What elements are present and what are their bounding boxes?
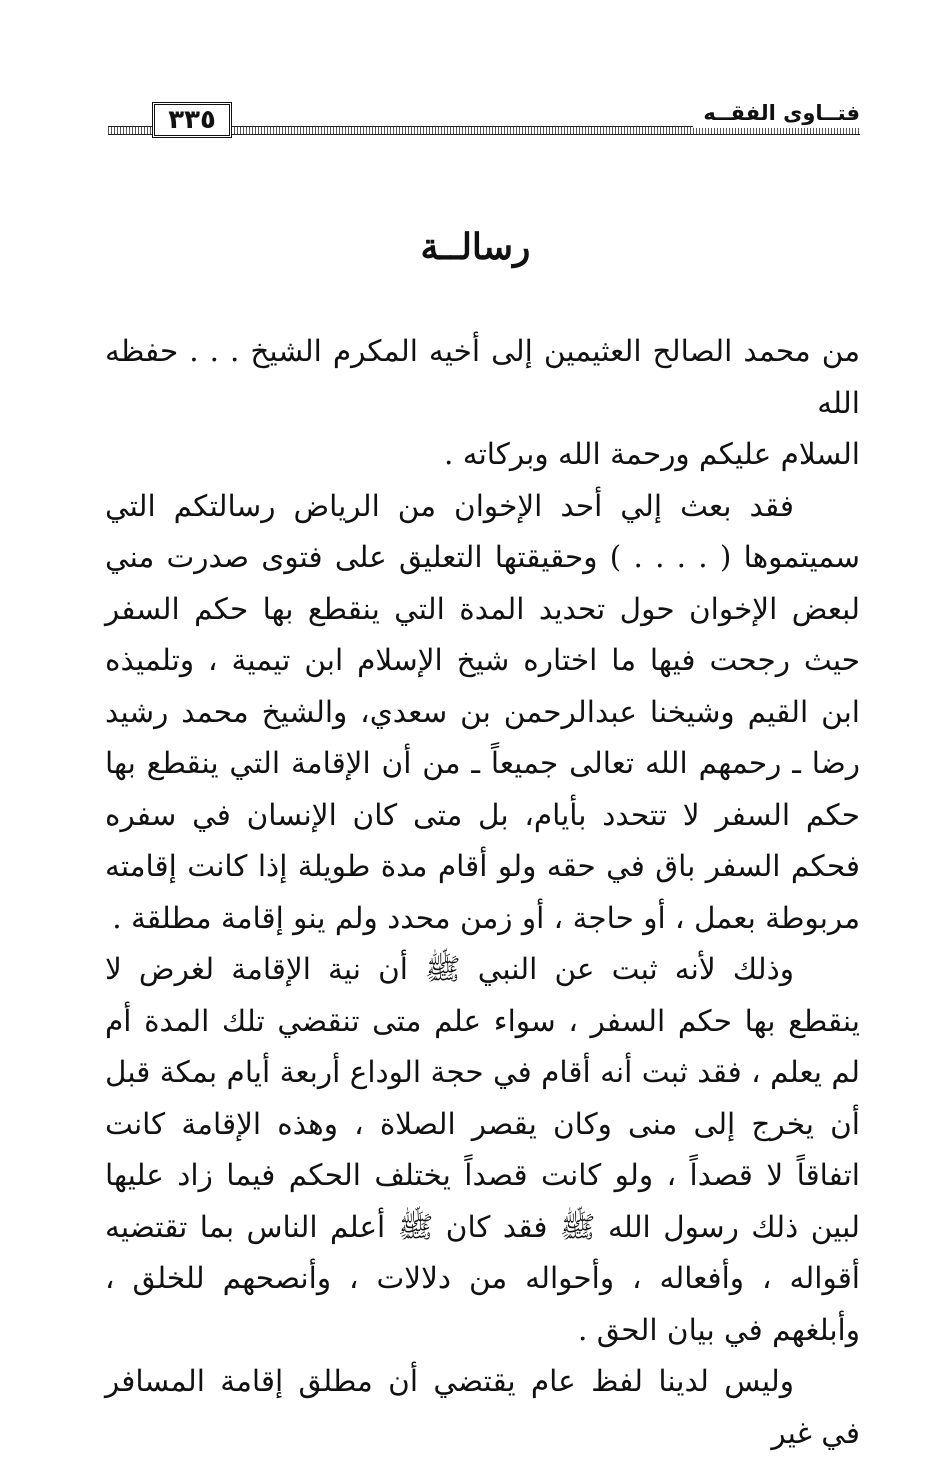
paragraph-body-3: وليس لدينا لفظ عام يقتضي أن مطلق إقامة المسافر في غير: [105, 1364, 860, 1450]
page-header: [108, 96, 860, 140]
paragraph-body-1: فقد بعث إلي أحد الإخوان من الرياض رسالتكم التي سميتموها ( . . . . ) وحقيقتها التعليق على فتوى صدرت مني لبعض الإخوان حول تحديد المدة التي ينقطع بها حكم السفر حيث رجحت فيها ما اختاره شيخ الإسلام ابن تيمية ، وتلميذه ابن القيم وشيخنا عبدالرحمن بن سعدي، والشيخ محمد رشيد رضا ـ رحمهم الله تعالى جميعاً ـ من أن الإقامة التي ينقطع بها حكم السفر لا تتحدد بأيام، بل متى كان الإنسان في سفره فحكم السفر باق في حقه ولو أقام مدة طويلة إذا كانت إقامته مربوطة بعمل ، أو حاجة ، أو زمن محدد ولم ينو إقامة مطلقة .: [105, 488, 860, 935]
paragraph-salutation: من محمد الصالح العثيمين إلى أخيه المكرم الشيخ . . . حفظه الله: [105, 334, 860, 420]
running-title: فتــاوى الفقــه: [693, 98, 860, 128]
paragraph-greeting: السلام عليكم ورحمة الله وبركاته .: [444, 437, 860, 471]
paragraph-body-2: وذلك لأنه ثبت عن النبي ﷺ أن نية الإقامة لغرض لا ينقطع بها حكم السفر ، سواء علم متى تنقضي تلك المدة أم لم يعلم ، فقد ثبت أنه أقام في حجة الوداع أربعة أيام بمكة قبل أن يخرج إلى منى وكان يقصر الصلاة ، وهذه الإقامة كانت اتفاقاً لا قصداً ، ولو كانت قصداً يختلف الحكم فيما زاد عليها لبين ذلك رسول الله ﷺ فقد كان ﷺ أعلم الناس بما تقتضيه أقواله ، وأفعاله ، وأحواله من دلالات ، وأنصحهم للخلق ، وأبلغهم في بيان الحق .: [105, 952, 860, 1347]
letter-title: رسالــة: [420, 226, 531, 268]
letter-body: [105, 326, 860, 1459]
page-number: ٣٣٥: [152, 102, 232, 138]
